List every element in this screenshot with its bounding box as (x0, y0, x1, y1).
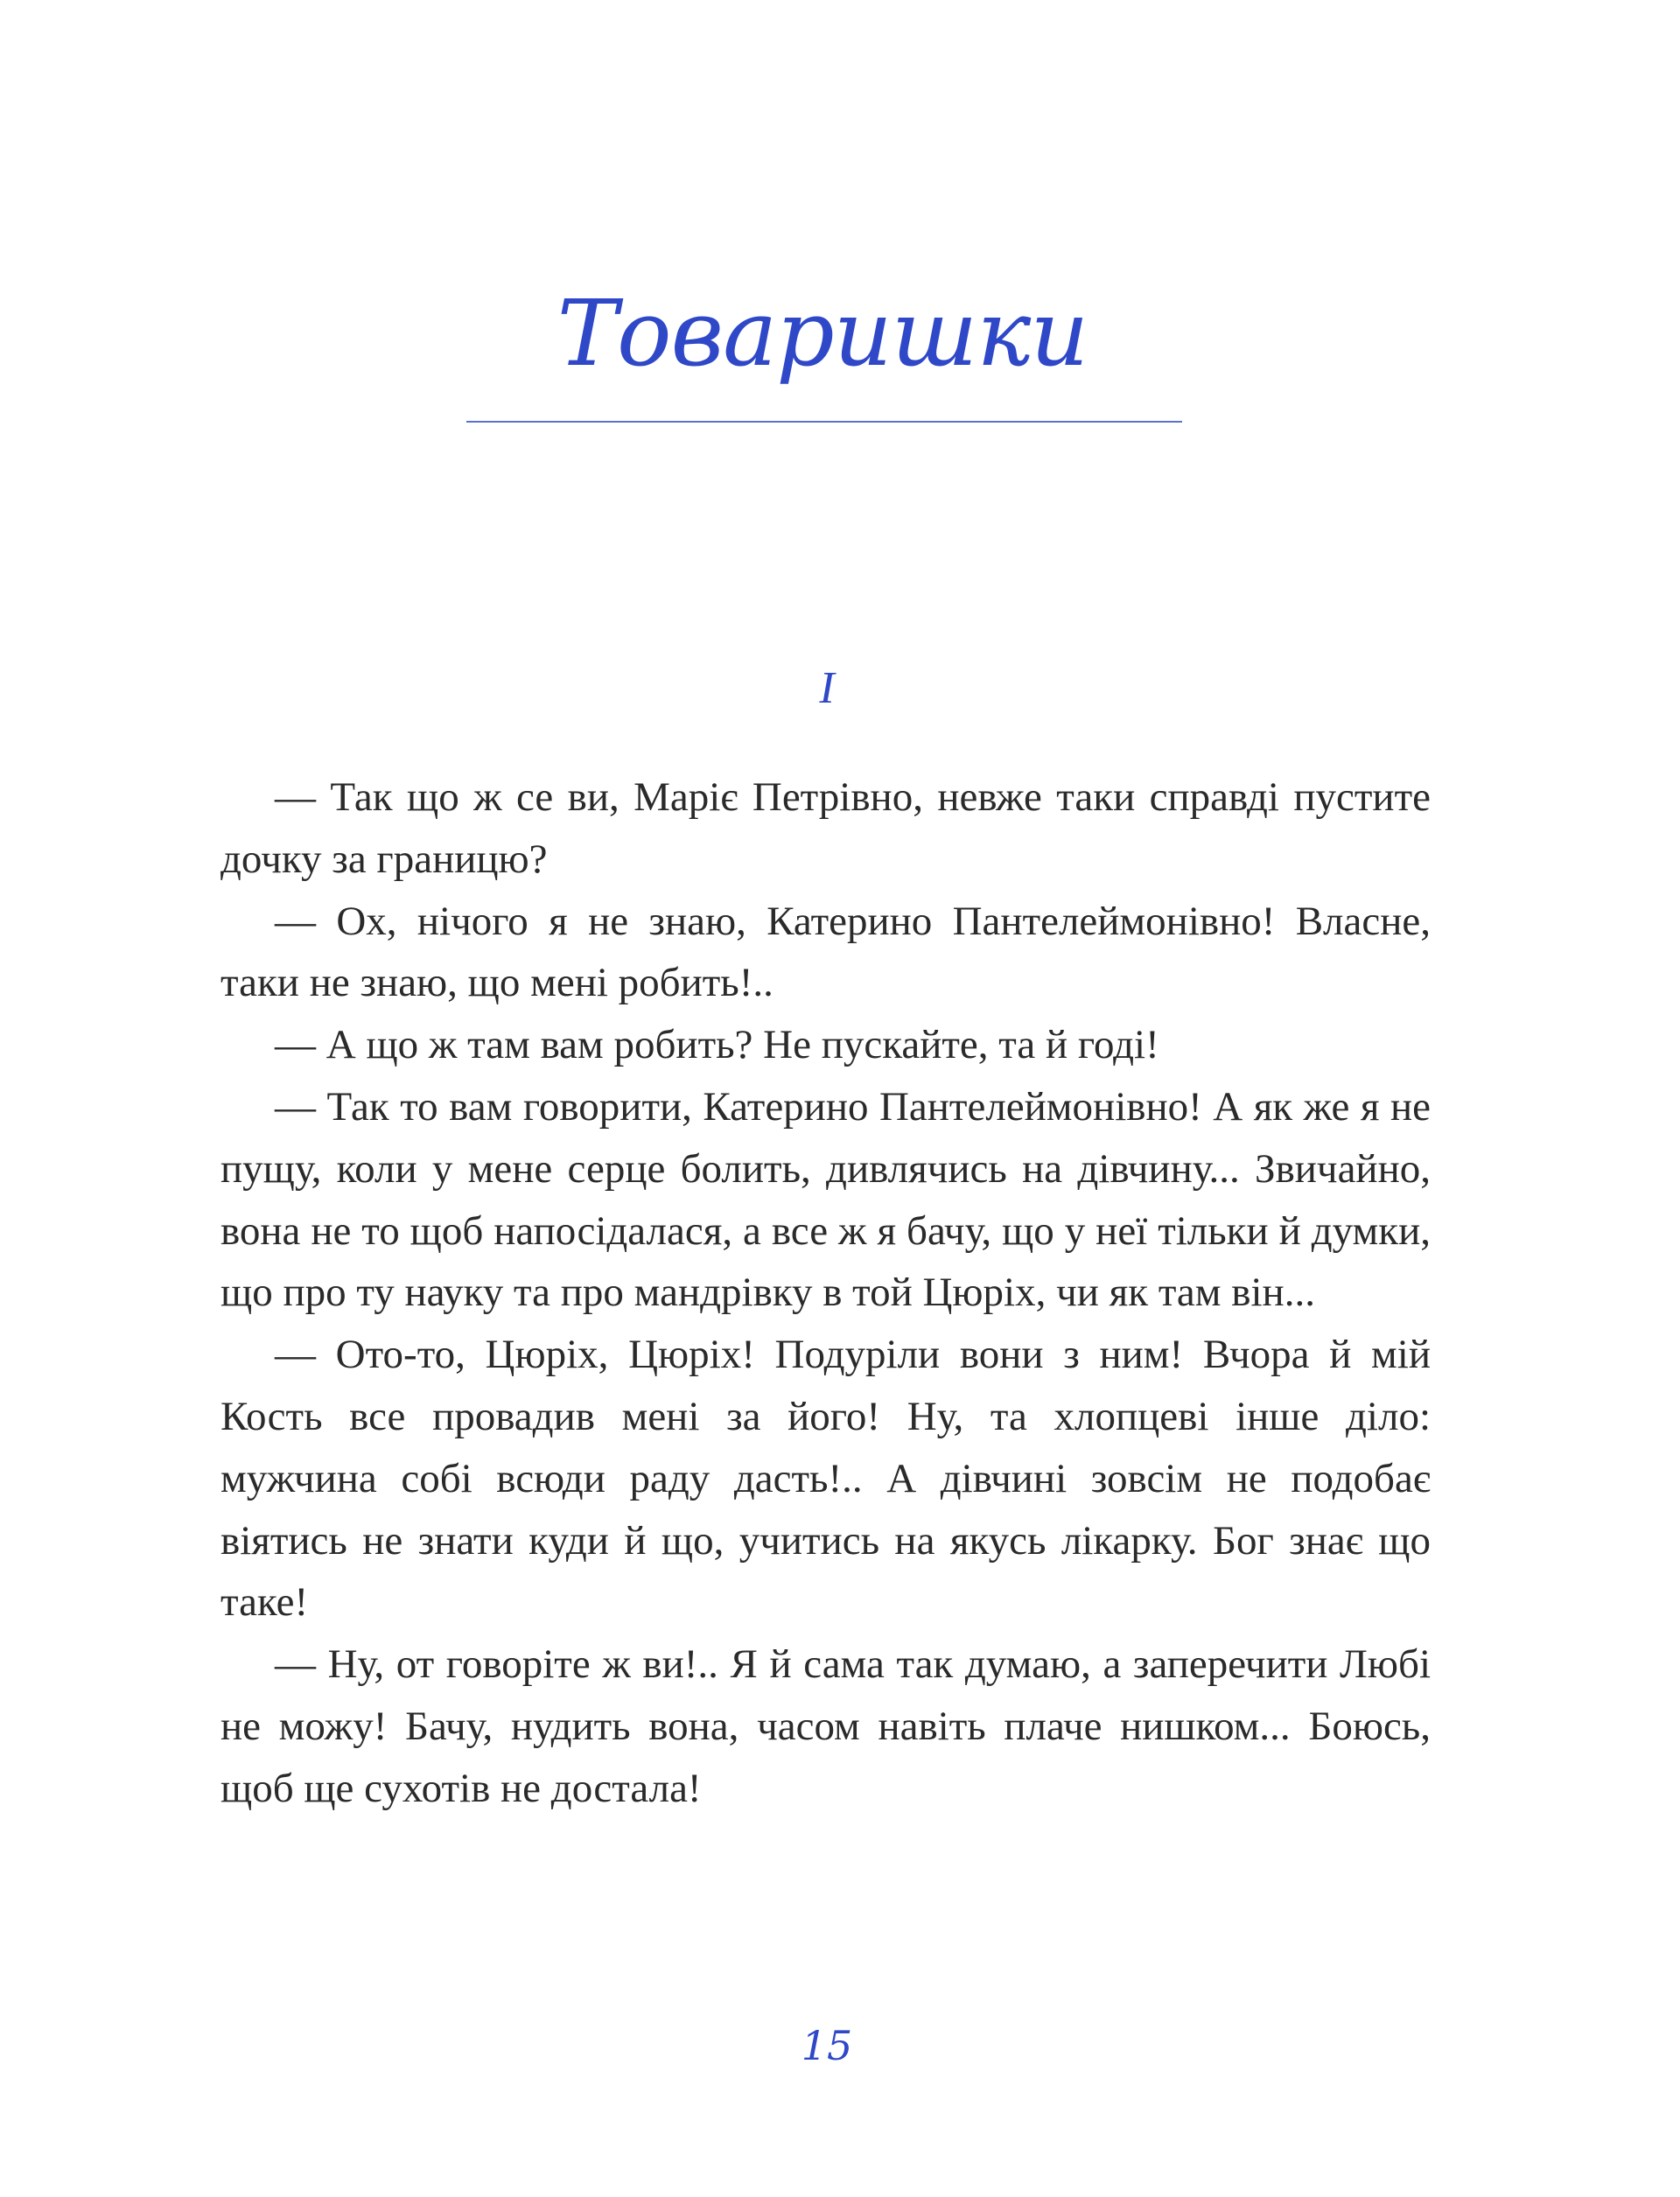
chapter-body (220, 766, 1431, 1820)
section-number: I (819, 663, 835, 713)
page-number: 15 (801, 2022, 853, 2069)
paragraph: — Так то вам говорити, Катерино Пантелеймонівно! А як же я не пущу, коли у мене серце болить, дивлячись на дівчину... Звичайно, вона не то щоб напосідалася, а все ж я бачу, що у неї тільки й думки, що про ту науку та про мандрівку в той Цюріх, чи як там він... (220, 1083, 1431, 1316)
chapter-title: Товаришки (556, 280, 1088, 387)
paragraph: — Ото-то, Цюріх, Цюріх! Подуріли вони з ним! Вчора й мій Кость все провадив мені за його! Ну, та хлопцеві інше діло: мужчина собі всюди раду дасть!.. А дівчині зовсім не подобає віятись не знати куди й що, учитись на якусь лікарку. Бог знає що таке! (220, 1332, 1431, 1626)
paragraph: — Ох, нічого я не знаю, Катерино Пантелеймонівно! Власне, таки не знаю, що мені робить!.. (220, 898, 1431, 1006)
paragraph: — А що ж там вам робить? Не пускайте, та й годі! (275, 1022, 1159, 1068)
paragraph: — Ну, от говоріте ж ви!.. Я й сама так думаю, а заперечити Любі не можу! Бачу, нудить вона, часом навіть плаче нишком... Боюсь, щоб ще сухотів не достала! (220, 1641, 1431, 1811)
paragraph: — Так що ж се ви, Маріє Петрівно, невже таки справді пустите дочку за границю? (220, 774, 1431, 882)
title-underline (466, 421, 1182, 423)
